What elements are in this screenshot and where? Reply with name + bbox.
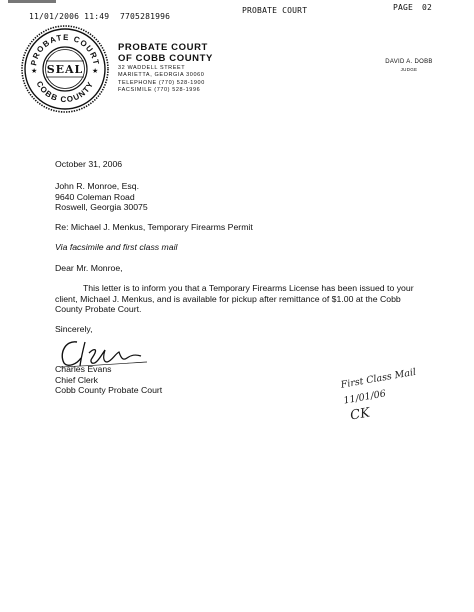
letter-date: October 31, 2006 <box>55 159 123 169</box>
letterhead-organization <box>118 42 213 64</box>
letter-salutation: Dear Mr. Monroe, <box>55 263 123 273</box>
fax-scan-mark <box>8 0 56 3</box>
court-seal <box>20 24 110 114</box>
seal-bottom-text: COBB COUNTY <box>34 79 96 105</box>
letter-body-paragraph: This letter is to inform you that a Temporary Firearms License has been issued to your client, Michael J. Menkus, and is available for pickup after remittance of $1.00 at the Cobb County Probate Court. <box>55 283 414 315</box>
signer-block <box>55 364 162 396</box>
letter-subject: Re: Michael J. Menkus, Temporary Firearms Permit <box>55 222 253 232</box>
recipient-city: Roswell, Georgia 30075 <box>55 202 148 213</box>
handwritten-note-line3: CK <box>349 405 372 424</box>
fax-page-label: PAGE <box>393 3 414 12</box>
letterhead-city: MARIETTA, GEORGIA 30060 <box>118 72 205 79</box>
seal-top-text: PROBATE COURT <box>29 32 101 67</box>
letterhead-facsimile: FACSIMILE (770) 528-1996 <box>118 87 201 94</box>
judge-name: DAVID A. DOBB <box>385 59 433 65</box>
seal-star-right: ★ <box>92 67 99 75</box>
letterhead-telephone: TELEPHONE (770) 528-1900 <box>118 79 205 86</box>
judge-title: JUDGE <box>400 67 418 72</box>
recipient-street: 9640 Coleman Road <box>55 191 135 202</box>
letterhead-street: 32 WADDELL STREET <box>118 65 186 71</box>
recipient-name: John R. Monroe, Esq. <box>55 181 140 191</box>
letter-closing: Sincerely, <box>55 324 93 334</box>
fax-datetime: 11/01/2006 11:49 <box>29 12 110 21</box>
judge-block <box>378 59 440 73</box>
handwritten-note <box>340 367 423 426</box>
seal-center-text: SEAL <box>46 63 84 76</box>
fax-department: PROBATE COURT <box>242 6 308 15</box>
signer-name: Charles Evans <box>55 364 112 374</box>
signer-organization: Cobb County Probate Court <box>55 385 163 396</box>
letterhead-address <box>118 65 205 95</box>
seal-star-left: ★ <box>31 67 38 75</box>
signer-title: Chief Clerk <box>55 374 98 385</box>
handwritten-note-line1: First Class Mail <box>340 366 417 391</box>
fax-page-number: 02 <box>422 3 433 12</box>
handwritten-note-line2: 11/01/06 <box>342 388 387 407</box>
recipient-address <box>55 181 148 213</box>
letterhead-org-line1: PROBATE COURT <box>118 42 208 53</box>
delivery-method: Via facsimile and first class mail <box>55 242 178 252</box>
fax-phone-number: 7705281996 <box>120 12 171 21</box>
letterhead-org-line2: OF COBB COUNTY <box>118 53 213 64</box>
